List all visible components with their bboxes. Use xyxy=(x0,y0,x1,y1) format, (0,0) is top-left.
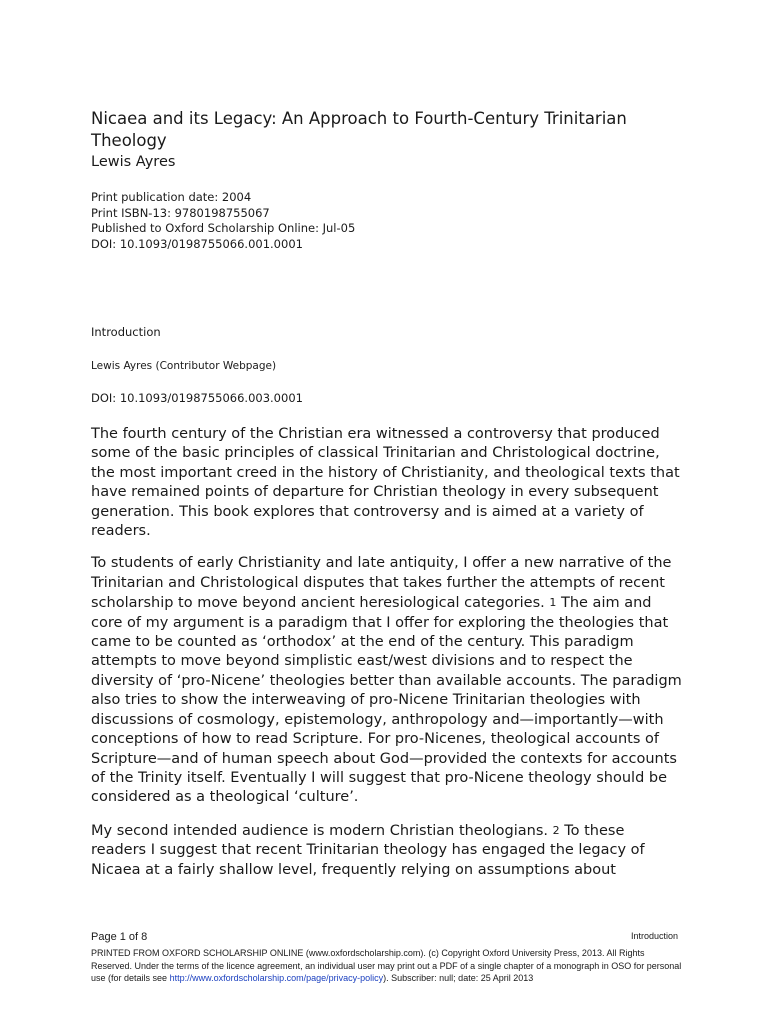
paragraph xyxy=(91,554,683,807)
paragraph-text: The aim and core of my argument is a paradigm that I offer for exploring the theologies that came to be counted as ‘orthodox’ at the end of the century. This paradigm attempts to move beyond simplistic east/west divisions and to respect the diversity of ‘pro-Nicene’ theologies better than available accounts. The paradigm also tries to show the interweaving of pro-Nicene Trinitarian theologies with discussions of cosmology, epistemology, anthropology and—importantly—with conceptions of how to read Scripture. For pro-Nicenes, theological accounts of Scripture—and of human speech about God—provided the contexts for accounts of the Trinity itself. Eventually I will suggest that pro-Nicene theology should be considered as a theological ‘culture’. xyxy=(91,595,682,806)
privacy-policy-link[interactable]: http://www.oxfordscholarship.com/page/privacy-policy xyxy=(169,973,384,983)
page-number: Page 1 of 8 xyxy=(91,931,148,943)
published-online-date: Published to Oxford Scholarship Online: Jul-05 xyxy=(91,221,356,235)
copyright-notice xyxy=(91,947,686,985)
book-author: Lewis Ayres xyxy=(91,154,176,170)
paragraph: The fourth century of the Christian era witnessed a controversy that produced some of the basic principles of classical Trinitarian and Christological doctrine, the most important creed in the history of Christianity, and theological texts that have remained points of departure for Christian theology in every subsequent generation. This book explores that controversy and is aimed at a variety of readers. xyxy=(91,426,680,540)
print-isbn: Print ISBN-13: 9780198755067 xyxy=(91,205,270,220)
paragraph-text: My second intended audience is modern Christian theologians. xyxy=(91,822,549,839)
paragraph-text: To students of early Christianity and late antiquity, I offer a new narrative of the Trinitarian and Christological disputes that takes further the attempts of recent scholarship to move beyond ancient heresiological categories. xyxy=(91,555,672,612)
footer-section-title: Introduction xyxy=(630,931,678,941)
print-publication-date: Print publication date: 2004 xyxy=(91,190,252,204)
book-title: Nicaea and its Legacy: An Approach to Fourth-Century Trinitarian Theology xyxy=(91,109,627,150)
notice-text: PRINTED FROM OXFORD SCHOLARSHIP ONLINE (www.oxfordscholarship.com). (c) Copyright Oxford University Press, 2013. All Rights Reserved. Under the terms of the licence agreement, an individual user may print out a PDF of a single chapter of a monograph in OSO for personal use (for details see xyxy=(91,948,682,983)
chapter-body xyxy=(91,425,683,893)
publication-metadata xyxy=(91,190,355,252)
chapter-doi: DOI: 10.1093/0198755066.003.0001 xyxy=(91,391,303,405)
chapter-title: Introduction xyxy=(91,325,161,339)
paragraph xyxy=(91,821,683,880)
footnote-marker[interactable]: 2 xyxy=(552,823,560,837)
book-doi: DOI: 10.1093/0198755066.001.0001 xyxy=(91,236,303,251)
footnote-marker[interactable]: 1 xyxy=(549,596,557,610)
paragraph-text: To these readers I suggest that recent Trinitarian theology has engaged the legacy of Nicaea at a fairly shallow level, frequently relying on assumptions about xyxy=(91,822,645,878)
contributor-webpage-link[interactable]: Lewis Ayres (Contributor Webpage) xyxy=(91,360,277,372)
notice-text: ). Subscriber: null; date: 25 April 2013 xyxy=(383,973,534,983)
